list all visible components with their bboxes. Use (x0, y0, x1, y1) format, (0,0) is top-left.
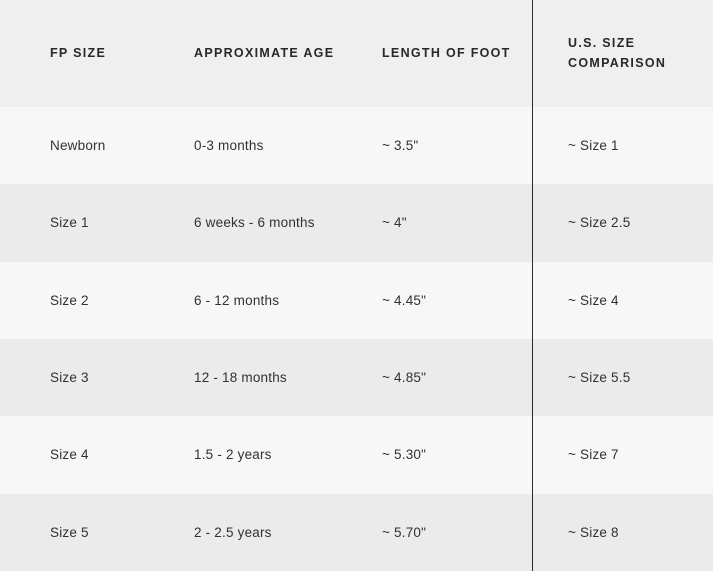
table-row (0, 262, 713, 339)
cell-fp-size: Size 3 (0, 339, 164, 416)
column-header-length-of-foot: LENGTH OF FOOT (358, 0, 533, 107)
table-row (0, 339, 713, 416)
cell-us-size: ~ Size 1 (533, 107, 713, 184)
cell-approximate-age: 2 - 2.5 years (164, 494, 358, 571)
column-header-us-size-comparison: U.S. SIZE COMPARISON (533, 0, 713, 107)
cell-fp-size: Size 1 (0, 184, 164, 261)
cell-us-size: ~ Size 8 (533, 494, 713, 571)
cell-us-size: ~ Size 7 (533, 416, 713, 493)
cell-approximate-age: 1.5 - 2 years (164, 416, 358, 493)
cell-approximate-age: 12 - 18 months (164, 339, 358, 416)
cell-fp-size: Size 5 (0, 494, 164, 571)
table-row (0, 416, 713, 493)
cell-us-size: ~ Size 5.5 (533, 339, 713, 416)
cell-length-of-foot: ~ 4" (358, 184, 533, 261)
column-header-approximate-age: APPROXIMATE AGE (164, 0, 358, 107)
cell-us-size: ~ Size 2.5 (533, 184, 713, 261)
cell-us-size: ~ Size 4 (533, 262, 713, 339)
cell-length-of-foot: ~ 5.70" (358, 494, 533, 571)
table-row (0, 107, 713, 184)
cell-approximate-age: 6 - 12 months (164, 262, 358, 339)
cell-length-of-foot: ~ 4.85" (358, 339, 533, 416)
cell-length-of-foot: ~ 4.45" (358, 262, 533, 339)
table-header (0, 0, 713, 107)
cell-length-of-foot: ~ 5.30" (358, 416, 533, 493)
table-row (0, 494, 713, 571)
table-body (0, 107, 713, 571)
cell-length-of-foot: ~ 3.5" (358, 107, 533, 184)
cell-approximate-age: 0-3 months (164, 107, 358, 184)
cell-fp-size: Newborn (0, 107, 164, 184)
cell-approximate-age: 6 weeks - 6 months (164, 184, 358, 261)
table-row (0, 184, 713, 261)
column-header-fp-size: FP SIZE (0, 0, 164, 107)
table-header-row (0, 0, 713, 107)
cell-fp-size: Size 2 (0, 262, 164, 339)
cell-fp-size: Size 4 (0, 416, 164, 493)
